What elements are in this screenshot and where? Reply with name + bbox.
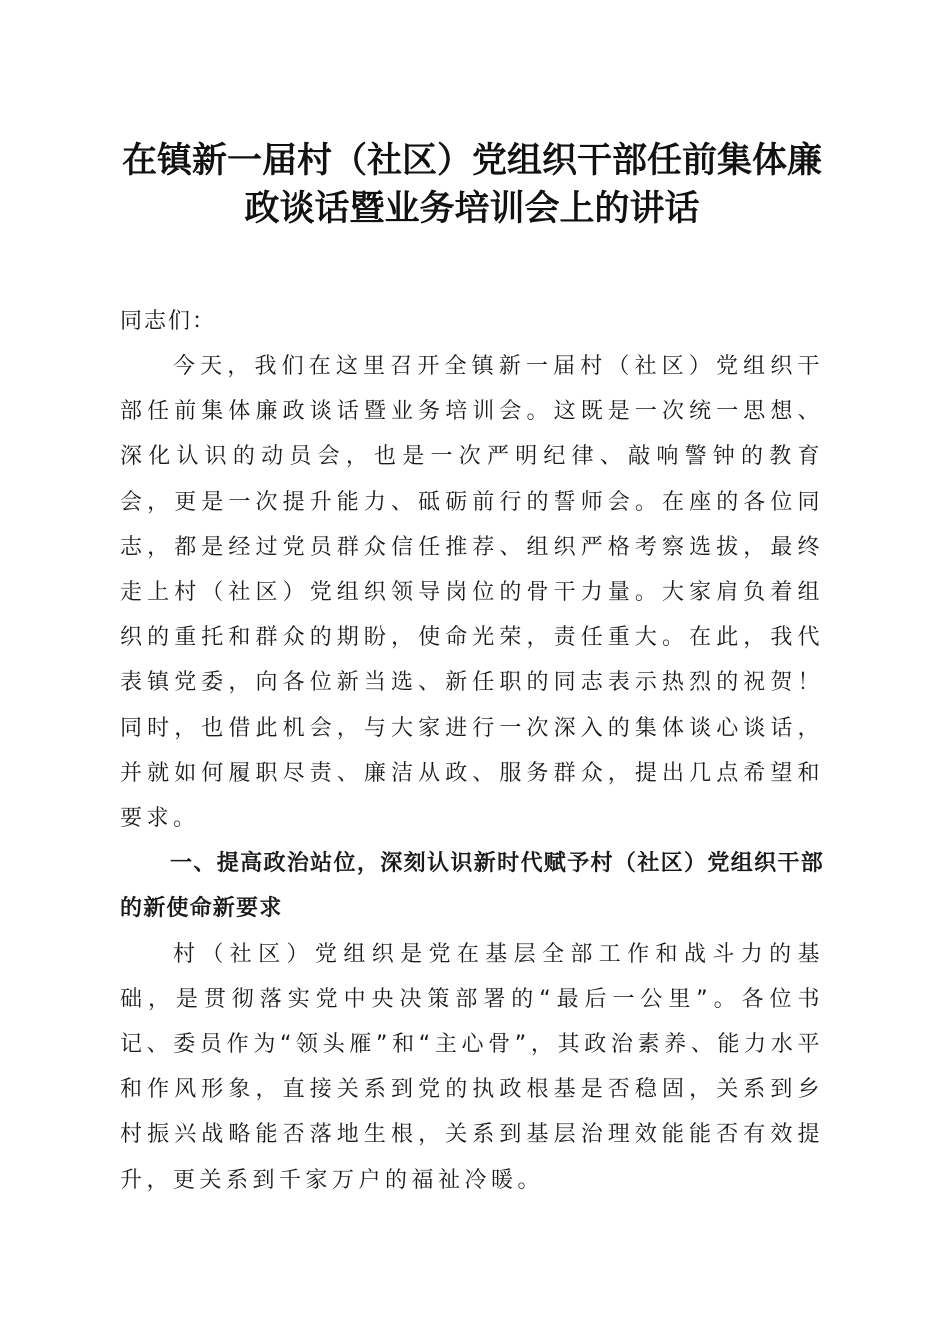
- title-line-1: 在镇新一届村（社区）党组织干部任前集体廉: [121, 140, 822, 181]
- intro-paragraph: 今天，我们在这里召开全镇新一届村（社区）党组织干部任前集体廉政谈话暨业务培训会。这既是一次统一思想、深化认识的动员会，也是一次严明纪律、敲响警钟的教育会，更是一次提升能力、砥砺前行的誓师会。在座的各位同志，都是经过党员群众信任推荐、组织严格考察选拔，最终走上村（社区）党组织领导岗位的骨干力量。大家肩负着组织的重托和群众的期盼，使命光荣，责任重大。在此，我代表镇党委，向各位新当选、新任职的同志表示热烈的祝贺！同时，也借此机会，与大家进行一次深入的集体谈心谈话，并就如何履职尽责、廉洁从政、服务群众，提出几点希望和要求。: [120, 354, 824, 832]
- section-1-paragraph: 村（社区）党组织是党在基层全部工作和战斗力的基础，是贯彻落实党中央决策部署的“最后一公里”。各位书记、委员作为“领头雁”和“主心骨”，其政治素养、能力水平和作风形象，直接关系到党的执政根基是否稳固，关系到乡村振兴战略能否落地生根，关系到基层治理效能能否有效提升，更关系到千家万户的福祉冷暖。: [120, 941, 824, 1193]
- document-title: [120, 0, 824, 233]
- document-page: [120, 0, 824, 1203]
- salutation: 同志们：: [120, 309, 217, 334]
- section-1-heading: 一、提高政治站位，深刻认识新时代赋予村（社区）党组织干部的新使命新要求: [120, 851, 824, 922]
- title-line-2: 政谈话暨业务培训会上的讲话: [244, 188, 700, 229]
